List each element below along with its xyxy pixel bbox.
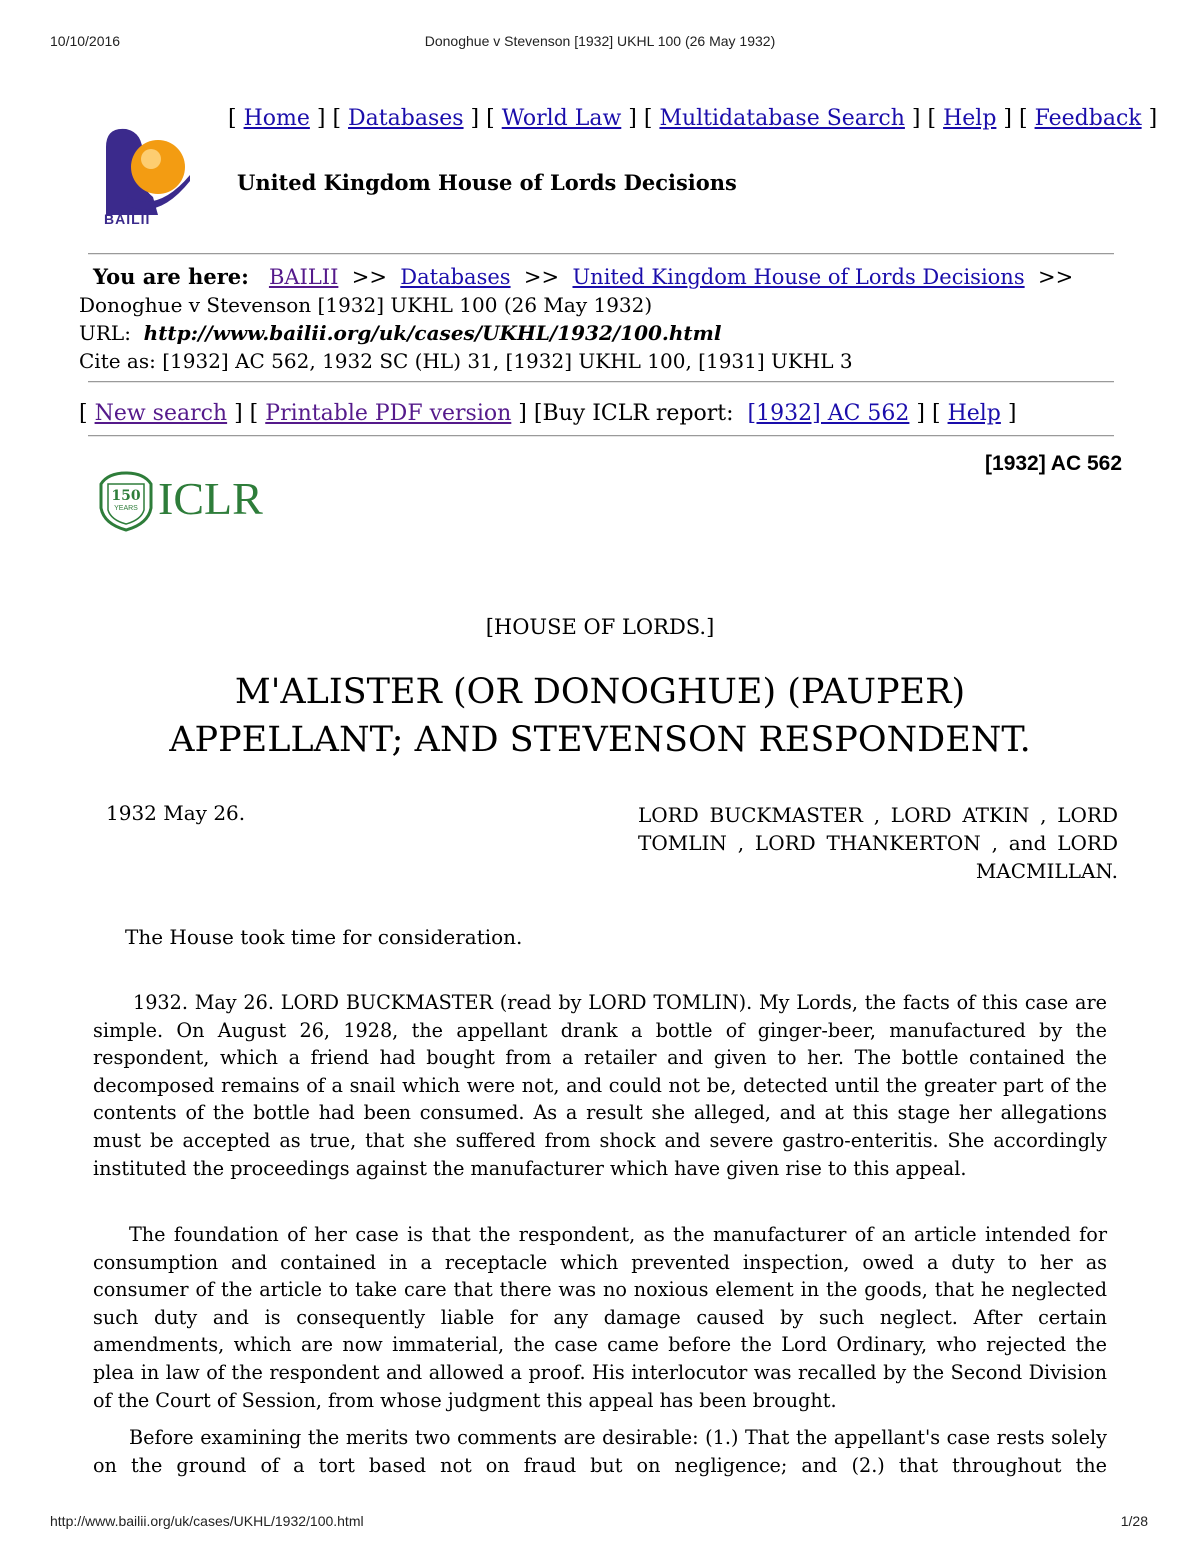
decision-date: 1932 May 26. [106, 801, 246, 825]
iclr-logo-text: ICLR [158, 473, 263, 524]
case-title [0, 668, 1200, 764]
nav-feedback-link[interactable]: Feedback [1034, 106, 1142, 131]
iclr-badge-years: YEARS [114, 505, 138, 512]
court-heading: [HOUSE OF LORDS.] [485, 615, 715, 639]
divider [88, 253, 1114, 255]
print-footer-page: 1/28 [1120, 1513, 1148, 1529]
top-nav: [ Home ] [ Databases ] [ World Law ] [ Multidatabase Search ] [ Help ] [ Feedback ] [228, 106, 1158, 131]
print-title: Donoghue v Stevenson [1932] UKHL 100 (26 May 1932) [424, 33, 776, 49]
new-search-link[interactable]: New search [94, 401, 228, 426]
judges [638, 801, 1118, 885]
action-help-link[interactable]: Help [947, 401, 1001, 426]
section-title: United Kingdom House of Lords Decisions [237, 170, 737, 195]
breadcrumb-bailii-link[interactable]: BAILII [268, 265, 339, 289]
judges-line: LORD BUCKMASTER , LORD ATKIN , LORD [638, 803, 1118, 827]
cite-line: Cite as: [1932] AC 562, 1932 SC (HL) 31, [1932] UKHL 100, [1931] UKHL 3 [79, 349, 853, 373]
report-citation: [1932] AC 562 [985, 452, 1122, 475]
breadcrumb-separator: >> [1037, 265, 1074, 289]
judges-line: TOMLIN , LORD THANKERTON , and LORD [638, 831, 1118, 855]
nav-home-link[interactable]: Home [243, 106, 310, 131]
nav-databases-link[interactable]: Databases [348, 106, 464, 131]
buy-iclr-prefix: [Buy ICLR report: [533, 401, 734, 426]
iclr-badge-number: 150 [111, 488, 141, 504]
bailii-logo[interactable] [98, 125, 198, 230]
url-label: URL: [79, 321, 131, 345]
breadcrumb-prefix: You are here: [93, 264, 249, 289]
case-title-line: M'ALISTER (OR DONOGHUE) (PAUPER) [234, 672, 966, 712]
consideration-note: The House took time for consideration. [125, 925, 523, 949]
print-footer-url: http://www.bailii.org/uk/cases/UKHL/1932/100.html [50, 1513, 364, 1529]
buy-iclr-link[interactable]: [1932] AC 562 [747, 401, 910, 426]
divider [88, 381, 1114, 383]
nav-multidatabase-search-link[interactable]: Multidatabase Search [659, 106, 905, 131]
printable-pdf-link[interactable]: Printable PDF version [265, 401, 512, 426]
judgment-paragraph: 1932. May 26. LORD BUCKMASTER (read by LORD TOMLIN). My Lords, the facts of this case are simple. On August 26, 1928, the appellant drank a bottle of ginger-beer, manufactured by the respondent, which a friend had bought from a retailer and given to her. The bottle contained the decomposed remains of a snail which were not, and could not be, detected until the greater part of the contents of the bottle had been consumed. As a result she alleged, and at this stage her allegations must be accepted as true, that she suffered from shock and severe gastro-enteritis. She accordingly instituted the proceedings against the manufacturer which have given rise to this appeal. [93, 991, 1107, 1180]
url-line [79, 319, 721, 347]
iclr-logo [96, 470, 286, 532]
breadcrumb-separator: >> [523, 265, 560, 289]
breadcrumb-current: Donoghue v Stevenson [1932] UKHL 100 (26 May 1932) [79, 293, 653, 317]
nav-help-link[interactable]: Help [943, 106, 997, 131]
judges-line: MACMILLAN. [975, 859, 1118, 883]
divider [88, 435, 1114, 437]
print-date: 10/10/2016 [50, 33, 121, 49]
nav-world-law-link[interactable]: World Law [501, 106, 622, 131]
bailii-logo-text: BAILII [104, 211, 151, 227]
breadcrumb-ukhl-link[interactable]: United Kingdom House of Lords Decisions [572, 265, 1025, 289]
action-bar: [ New search ] [ Printable PDF version ] [Buy ICLR report: [1932] AC 562 ] [ Help ] [79, 401, 1017, 426]
case-title-line: APPELLANT; AND STEVENSON RESPONDENT. [169, 720, 1031, 760]
breadcrumb-separator: >> [351, 265, 387, 289]
url-value: http://www.bailii.org/uk/cases/UKHL/1932/100.html [143, 321, 722, 345]
judgment-paragraph: The foundation of her case is that the respondent, as the manufacturer of an article intended for consumption and contained in a receptacle which prevented inspection, owed a duty to her as consumer of the article to take care that there was no noxious element in the goods, that he neglected such duty and is consequently liable for any damage caused by such neglect. After certain amendments, which are now immaterial, the case came before the Lord Ordinary, who rejected the plea in law of the respondent and allowed a proof. His interlocutor was recalled by the Second Division of the Court of Session, from whose judgment this appeal has been brought. [93, 1223, 1107, 1412]
breadcrumb-databases-link[interactable]: Databases [400, 265, 511, 289]
breadcrumb [93, 264, 1073, 289]
judgment-paragraph: Before examining the merits two comments are desirable: (1.) That the appellant's case rests solely on the ground of a tort based not on fraud but on negligence; and (2.) that throughout the [93, 1426, 1107, 1477]
